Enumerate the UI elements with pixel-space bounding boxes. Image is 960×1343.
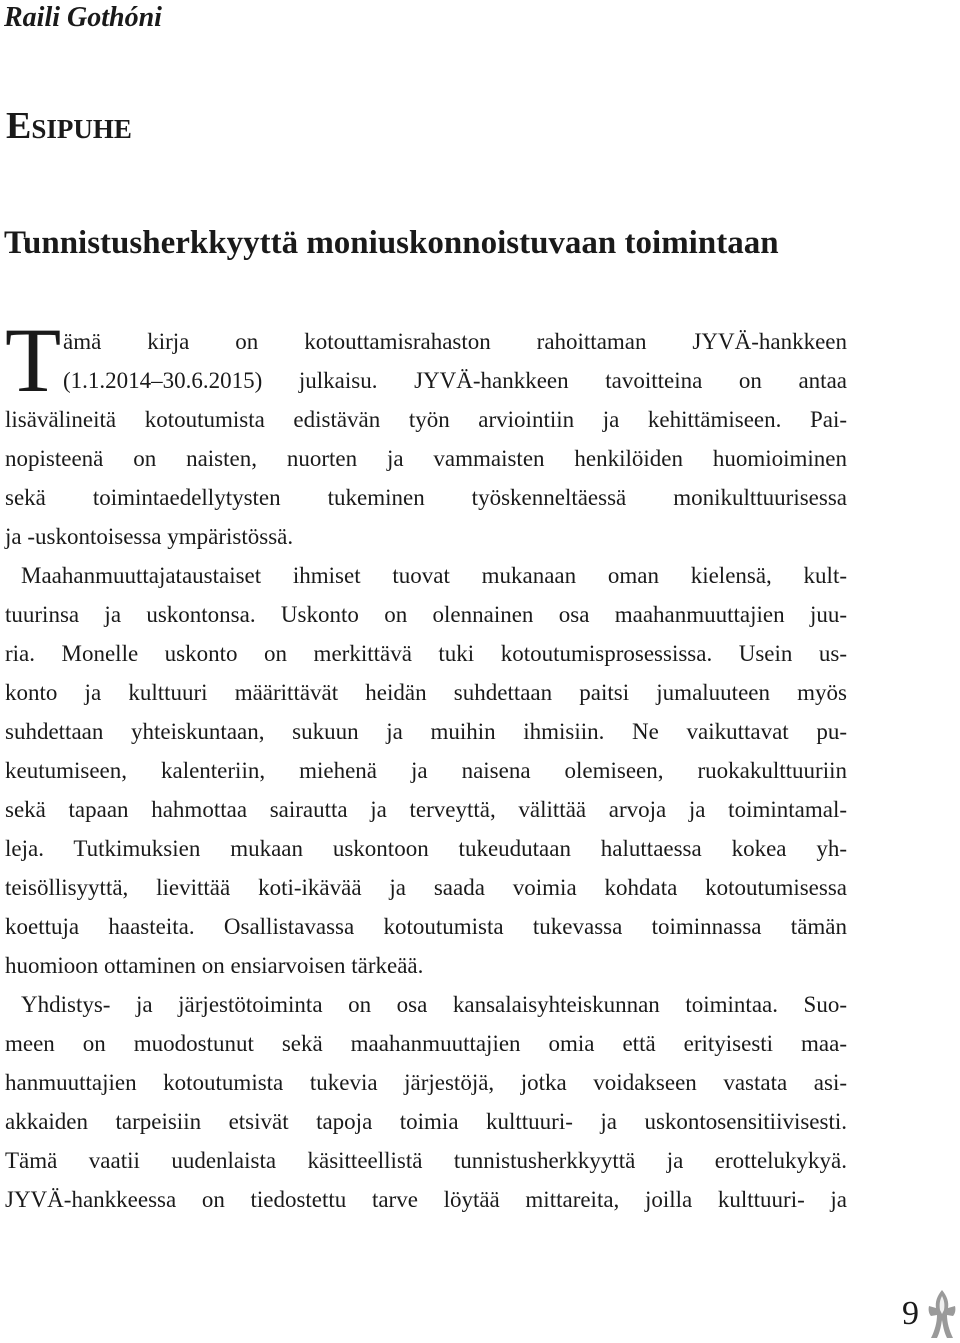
text-line: leja. Tutkimuksien mukaan uskontoon tukeudutaan haluttaessa kokea yh- bbox=[5, 836, 847, 861]
drop-cap: T bbox=[5, 309, 62, 411]
text-line: ämä kirja on kotouttamisrahaston rahoittaman JYVÄ-hankkeen bbox=[63, 329, 847, 354]
text-line: sekä tapaan hahmottaa sairautta ja terveyttä, välittää arvoja ja toimintamal- bbox=[5, 797, 847, 822]
cross-emblem-icon bbox=[925, 1288, 959, 1340]
text-line: Maahanmuuttajataustaiset ihmiset tuovat mukanaan oman kielensä, kult- bbox=[21, 563, 847, 588]
text-line: suhdettaan yhteiskuntaan, sukuun ja muihin ihmisiin. Ne vaikuttavat pu- bbox=[5, 719, 847, 744]
text-line: huomioon ottaminen on ensiarvoisen tärkeää. bbox=[5, 953, 424, 978]
text-line: ja -uskontoisessa ympäristössä. bbox=[5, 524, 294, 549]
text-line: nopisteenä on naisten, nuorten ja vammaisten henkilöiden huomioiminen bbox=[5, 446, 847, 471]
section-heading: Esipuhe bbox=[6, 105, 132, 147]
text-line: Yhdistys- ja järjestötoiminta on osa kansalaisyhteiskunnan toimintaa. Suo- bbox=[21, 992, 847, 1017]
text-line: lisävälineitä kotoutumista edistävän työn arviointiin ja kehittämiseen. Pai- bbox=[5, 407, 847, 432]
text-line: meen on muodostunut sekä maahanmuuttajien omia että erityisesti maa- bbox=[5, 1031, 847, 1056]
text-line: koettuja haasteita. Osallistavassa kotoutumista tukevassa toiminnassa tämän bbox=[5, 914, 847, 939]
text-line: (1.1.2014–30.6.2015) julkaisu. JYVÄ-hankkeen tavoitteina on antaa bbox=[63, 368, 847, 393]
text-line: hanmuuttajien kotoutumista tukevia järjestöjä, jotka voidakseen vastata asi- bbox=[5, 1070, 847, 1095]
text-line: teisöllisyyttä, lievittää koti-ikävää ja saada voimia kohdata kotoutumisessa bbox=[5, 875, 847, 900]
body-text bbox=[5, 309, 847, 1219]
text-line: ria. Monelle uskonto on merkittävä tuki kotoutumisprosessissa. Usein us- bbox=[5, 641, 847, 666]
text-line: tuurinsa ja uskontonsa. Uskonto on olennainen osa maahanmuuttajien juu- bbox=[5, 602, 847, 627]
page-number: 9 bbox=[902, 1295, 919, 1332]
text-line: konto ja kulttuuri määrittävät heidän suhdettaan paitsi jumaluuteen myös bbox=[5, 680, 847, 705]
text-line: akkaiden tarpeisiin etsivät tapoja toimia kulttuuri- ja uskontosensitiivisesti. bbox=[5, 1109, 847, 1134]
text-line: keutumiseen, kalenteriin, miehenä ja naisena olemiseen, ruokakulttuuriin bbox=[5, 758, 847, 783]
text-line: sekä toimintaedellytysten tukeminen työskenneltäessä monikulttuurisessa bbox=[5, 485, 847, 510]
author-name: Raili Gothóni bbox=[4, 2, 162, 33]
article-title: Tunnistusherkkyyttä moniuskonnoistuvaan toimintaan bbox=[4, 225, 779, 261]
text-line: Tämä vaatii uudenlaista käsitteellistä tunnistusherkkyyttä ja erottelukykyä. bbox=[5, 1148, 847, 1173]
text-line: JYVÄ-hankkeessa on tiedostettu tarve löytää mittareita, joilla kulttuuri- ja bbox=[5, 1187, 847, 1212]
